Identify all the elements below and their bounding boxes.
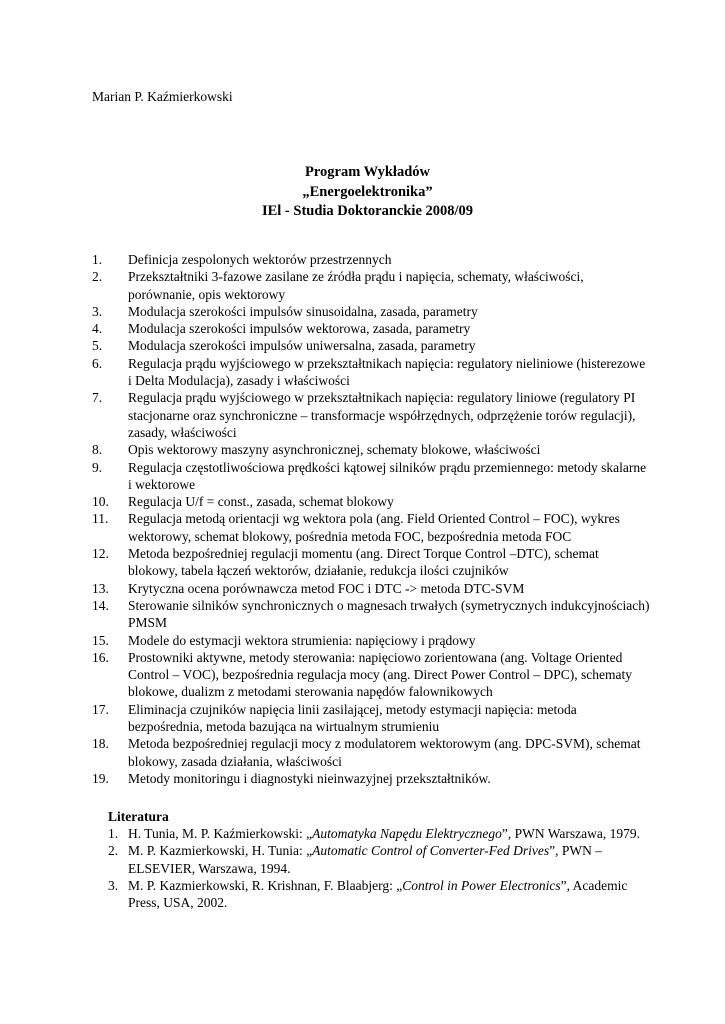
item-number: 1.	[108, 826, 119, 841]
title-line-2: „Energoelektronika”	[302, 183, 433, 200]
ref-title: Automatic Control of Converter-Fed Drives	[312, 843, 550, 859]
item-text: Regulacja prądu wyjściowego w przekształtnikach napięcia: regulatory nieliniowe (histerezowe i Delta Modulacja), zasady i właściwości	[128, 355, 646, 389]
item-number: 18.	[92, 736, 109, 752]
title-line-1: Program Wykładów	[305, 164, 430, 180]
list-item	[0, 355, 725, 390]
item-number: 6.	[92, 355, 103, 371]
list-item	[0, 251, 725, 268]
literature-item	[0, 877, 725, 912]
list-item	[0, 337, 725, 354]
item-number: 7.	[92, 390, 103, 406]
item-text: Regulacja częstotliwościowa prędkości kątowej silników prądu przemiennego: metody skalarne i wektorowe	[128, 459, 647, 492]
item-text: Opis wektorowy maszyny asynchronicznej, schematy blokowe, właściwości	[128, 442, 541, 458]
item-number: 2.	[108, 843, 119, 859]
list-item	[0, 389, 725, 441]
document-title	[0, 163, 725, 222]
list-item	[0, 649, 725, 701]
list-item	[0, 632, 725, 649]
item-text: Modele do estymacji wektora strumienia: napięciowy i prądowy	[128, 632, 476, 648]
author-name: Marian P. Kaźmierkowski	[92, 89, 233, 104]
literature-item	[0, 842, 725, 877]
list-item	[0, 597, 725, 632]
item-number: 14.	[92, 597, 109, 613]
item-text: Regulacja U/f = const., zasada, schemat blokowy	[128, 494, 394, 510]
list-item	[0, 580, 725, 597]
list-item	[0, 770, 725, 787]
ref-title: Automatyka Napędu Elektrycznego	[312, 826, 502, 841]
title-line-3: IEl - Studia Doktoranckie 2008/09	[261, 203, 474, 219]
ref-authors: H. Tunia, M. P. Kaźmierkowski: „	[128, 826, 313, 841]
item-number: 1.	[92, 252, 103, 267]
literature-list	[0, 825, 725, 911]
ref-publisher: ”, PWN Warszawa, 1979.	[501, 826, 640, 841]
list-item	[0, 268, 725, 303]
item-text: Metody monitoringu i diagnostyki nieinwazyjnej przekształtników.	[128, 770, 491, 786]
list-item	[0, 459, 725, 494]
list-item	[0, 701, 725, 736]
item-text: Regulacja metodą orientacji wg wektora pola (ang. Field Oriented Control – FOC), wykres wektorowy, schemat blokowy, pośrednia metoda FOC, bezpośrednia metoda FOC	[128, 511, 620, 544]
item-number: 17.	[92, 701, 109, 717]
item-number: 10.	[92, 494, 109, 510]
item-text: Sterowanie silników synchronicznych o magnesach trwałych (symetrycznych indukcyjnościach) PMSM	[128, 597, 650, 631]
item-text: Modulacja szerokości impulsów uniwersalna, zasada, parametry	[128, 338, 476, 354]
item-text: Metoda bezpośredniej regulacji momentu (ang. Direct Torque Control –DTC), schemat blokowy, tabela łączeń wektorów, działanie, redukcja ilości czujników	[128, 546, 599, 579]
lecture-list	[0, 251, 725, 787]
item-number: 3.	[92, 303, 103, 319]
list-item	[0, 320, 725, 337]
item-text: Regulacja prądu wyjściowego w przekształtnikach napięcia: regulatory liniowe (regulatory PI stacjonarne oraz synchroniczne – transformacje współrzędnych, odprzężenie torów regulacji), zasady, właściwości	[128, 390, 636, 440]
item-text: Przekształtniki 3-fazowe zasilane ze źródła prądu i napięcia, schematy, właściwości, porównanie, opis wektorowy	[128, 269, 584, 302]
ref-authors: M. P. Kazmierkowski, R. Krishnan, F. Blaabjerg: „	[128, 877, 403, 893]
item-text: Definicja zespolonych wektorów przestrzennych	[128, 252, 392, 267]
list-item	[0, 441, 725, 458]
item-number: 13.	[92, 580, 109, 596]
item-number: 5.	[92, 338, 103, 354]
ref-authors: M. P. Kazmierkowski, H. Tunia: „	[128, 843, 313, 859]
list-item	[0, 545, 725, 580]
item-text: Eliminacja czujników napięcia linii zasilającej, metody estymacji napięcia: metoda bezpośrednia, metoda bazująca na wirtualnym strumieniu	[128, 701, 577, 735]
item-text: Modulacja szerokości impulsów sinusoidalna, zasada, parametry	[128, 303, 478, 319]
literature-heading: Literatura	[108, 809, 169, 824]
item-number: 3.	[108, 877, 119, 893]
item-number: 11.	[92, 511, 109, 527]
list-item	[0, 303, 725, 320]
list-item	[0, 493, 725, 510]
item-text: Prostowniki aktywne, metody sterowania: napięciowo zorientowana (ang. Voltage Oriented Control – VOC), bezpośrednia regulacja mocy (ang. Direct Power Control – DPC), schematy blokowe, dualizm z metodami sterowania napędów falownikowych	[128, 649, 633, 700]
item-text: Modulacja szerokości impulsów wektorowa, zasada, parametry	[128, 321, 471, 337]
item-number: 19.	[92, 770, 109, 786]
item-number: 12.	[92, 546, 109, 562]
item-text: Krytyczna ocena porównawcza metod FOC i DTC -> metoda DTC-SVM	[128, 580, 525, 596]
ref-title: Control in Power Electronics	[402, 877, 561, 893]
item-number: 15.	[92, 632, 109, 648]
list-item	[0, 510, 725, 545]
ref-publisher: ”, Academic Press, USA, 2002.	[128, 877, 628, 911]
item-number: 9.	[92, 459, 103, 475]
item-number: 2.	[92, 269, 103, 285]
item-number: 16.	[92, 649, 109, 665]
item-number: 4.	[92, 321, 103, 337]
item-number: 8.	[92, 442, 103, 458]
literature-item	[0, 825, 725, 842]
list-item	[0, 735, 725, 770]
item-text: Metoda bezpośredniej regulacji mocy z modulatorem wektorowym (ang. DPC-SVM), schemat blokowy, zasada działania, właściwości	[128, 736, 641, 769]
ref-publisher: ”, PWN – ELSEVIER, Warszawa, 1994.	[128, 843, 602, 876]
